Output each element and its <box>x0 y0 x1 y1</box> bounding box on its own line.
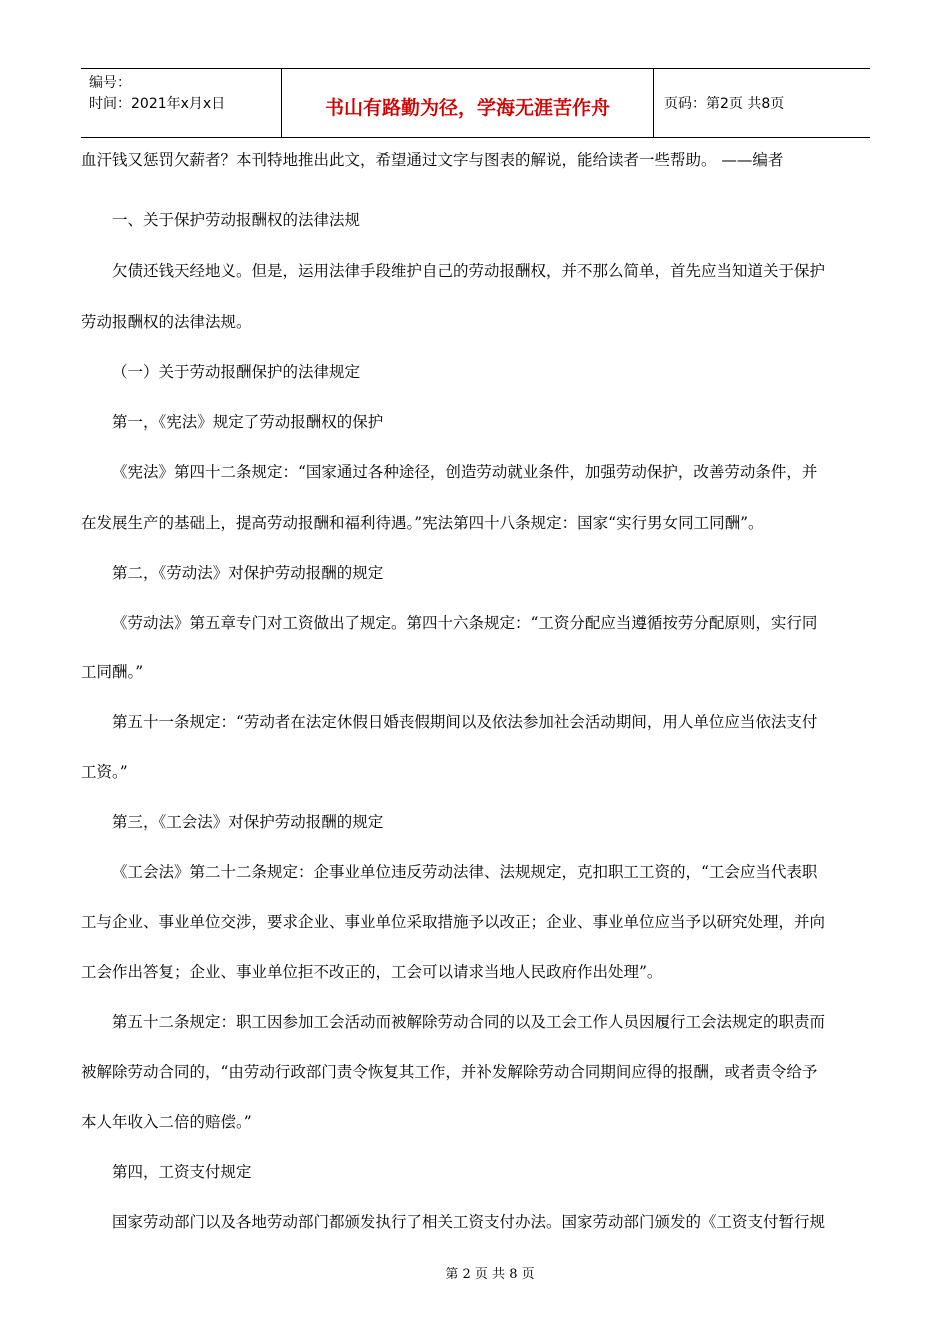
item-heading: 第一，《宪法》规定了劳动报酬权的保护 <box>112 413 384 431</box>
body-line: 国家劳动部门以及各地劳动部门都颁发执行了相关工资支付办法。国家劳动部门颁发的《工资支付暂行规 <box>112 1213 826 1231</box>
header-meta-cell <box>81 69 282 137</box>
document-number-label: 编号： <box>89 75 131 91</box>
body-line: 血汗钱又惩罚欠薪者？本刊特地推出此文，希望通过文字与图表的解说，能给读者一些帮助。 ——编者 <box>81 151 784 169</box>
body-line: 第五十二条规定：职工因参加工会活动而被解除劳动合同的以及工会工作人员因履行工会法规定的职责而 <box>112 1013 826 1031</box>
item-heading: 第四，工资支付规定 <box>112 1163 252 1181</box>
item-heading: 第二，《劳动法》对保护劳动报酬的规定 <box>112 564 384 582</box>
body-line: 欠债还钱天经地义。但是，运用法律手段维护自己的劳动报酬权，并不那么简单，首先应当知道关于保护 <box>112 262 826 280</box>
body-line: 在发展生产的基础上，提高劳动报酬和福利待遇。”宪法第四十八条规定：国家“实行男女同工同酬”。 <box>81 514 764 532</box>
body-line: 第五十一条规定：“劳动者在法定休假日婚丧假期间以及依法参加社会活动期间，用人单位应当依法支付 <box>112 713 818 731</box>
body-line: 工同酬。” <box>81 663 144 681</box>
header-motto: 书山有路勤为径，学海无涯苦作舟 <box>282 69 654 137</box>
page-footer: 第 2 页 共 8 页 <box>445 1267 535 1282</box>
body-line: 劳动报酬权的法律法规。 <box>81 313 252 331</box>
body-line: 《工会法》第二十二条规定：企事业单位违反劳动法律、法规规定，克扣职工工资的，“工会应当代表职 <box>112 863 818 881</box>
body-line: 被解除劳动合同的，“由劳动行政部门责令恢复其工作，并补发解除劳动合同期间应得的报酬，或者责令给予 <box>81 1063 818 1081</box>
section-heading: 一、关于保护劳动报酬权的法律法规 <box>112 211 361 229</box>
item-heading: 第三，《工会法》对保护劳动报酬的规定 <box>112 813 384 831</box>
body-line: 工与企业、事业单位交涉，要求企业、事业单位采取措施予以改正；企业、事业单位应当予以研究处理，并向 <box>81 913 826 931</box>
body-line: 《宪法》第四十二条规定：“国家通过各种途径，创造劳动就业条件，加强劳动保护，改善劳动条件，并 <box>112 463 818 481</box>
body-line: 本人年收入二倍的赔偿。” <box>81 1113 252 1131</box>
body-line: 工资。” <box>81 763 128 781</box>
body-line: 工会作出答复；企业、事业单位拒不改正的，工会可以请求当地人民政府作出处理”。 <box>81 963 663 981</box>
body-line: 《劳动法》第五章专门对工资做出了规定。第四十六条规定：“工资分配应当遵循按劳分配原则，实行同 <box>112 614 818 632</box>
page-header <box>81 68 870 138</box>
subsection-heading: （一）关于劳动报酬保护的法律规定 <box>112 363 361 381</box>
document-time-label: 时间：2021年x月x日 <box>89 96 226 112</box>
header-page-info: 页码：第2页 共8页 <box>664 96 785 112</box>
